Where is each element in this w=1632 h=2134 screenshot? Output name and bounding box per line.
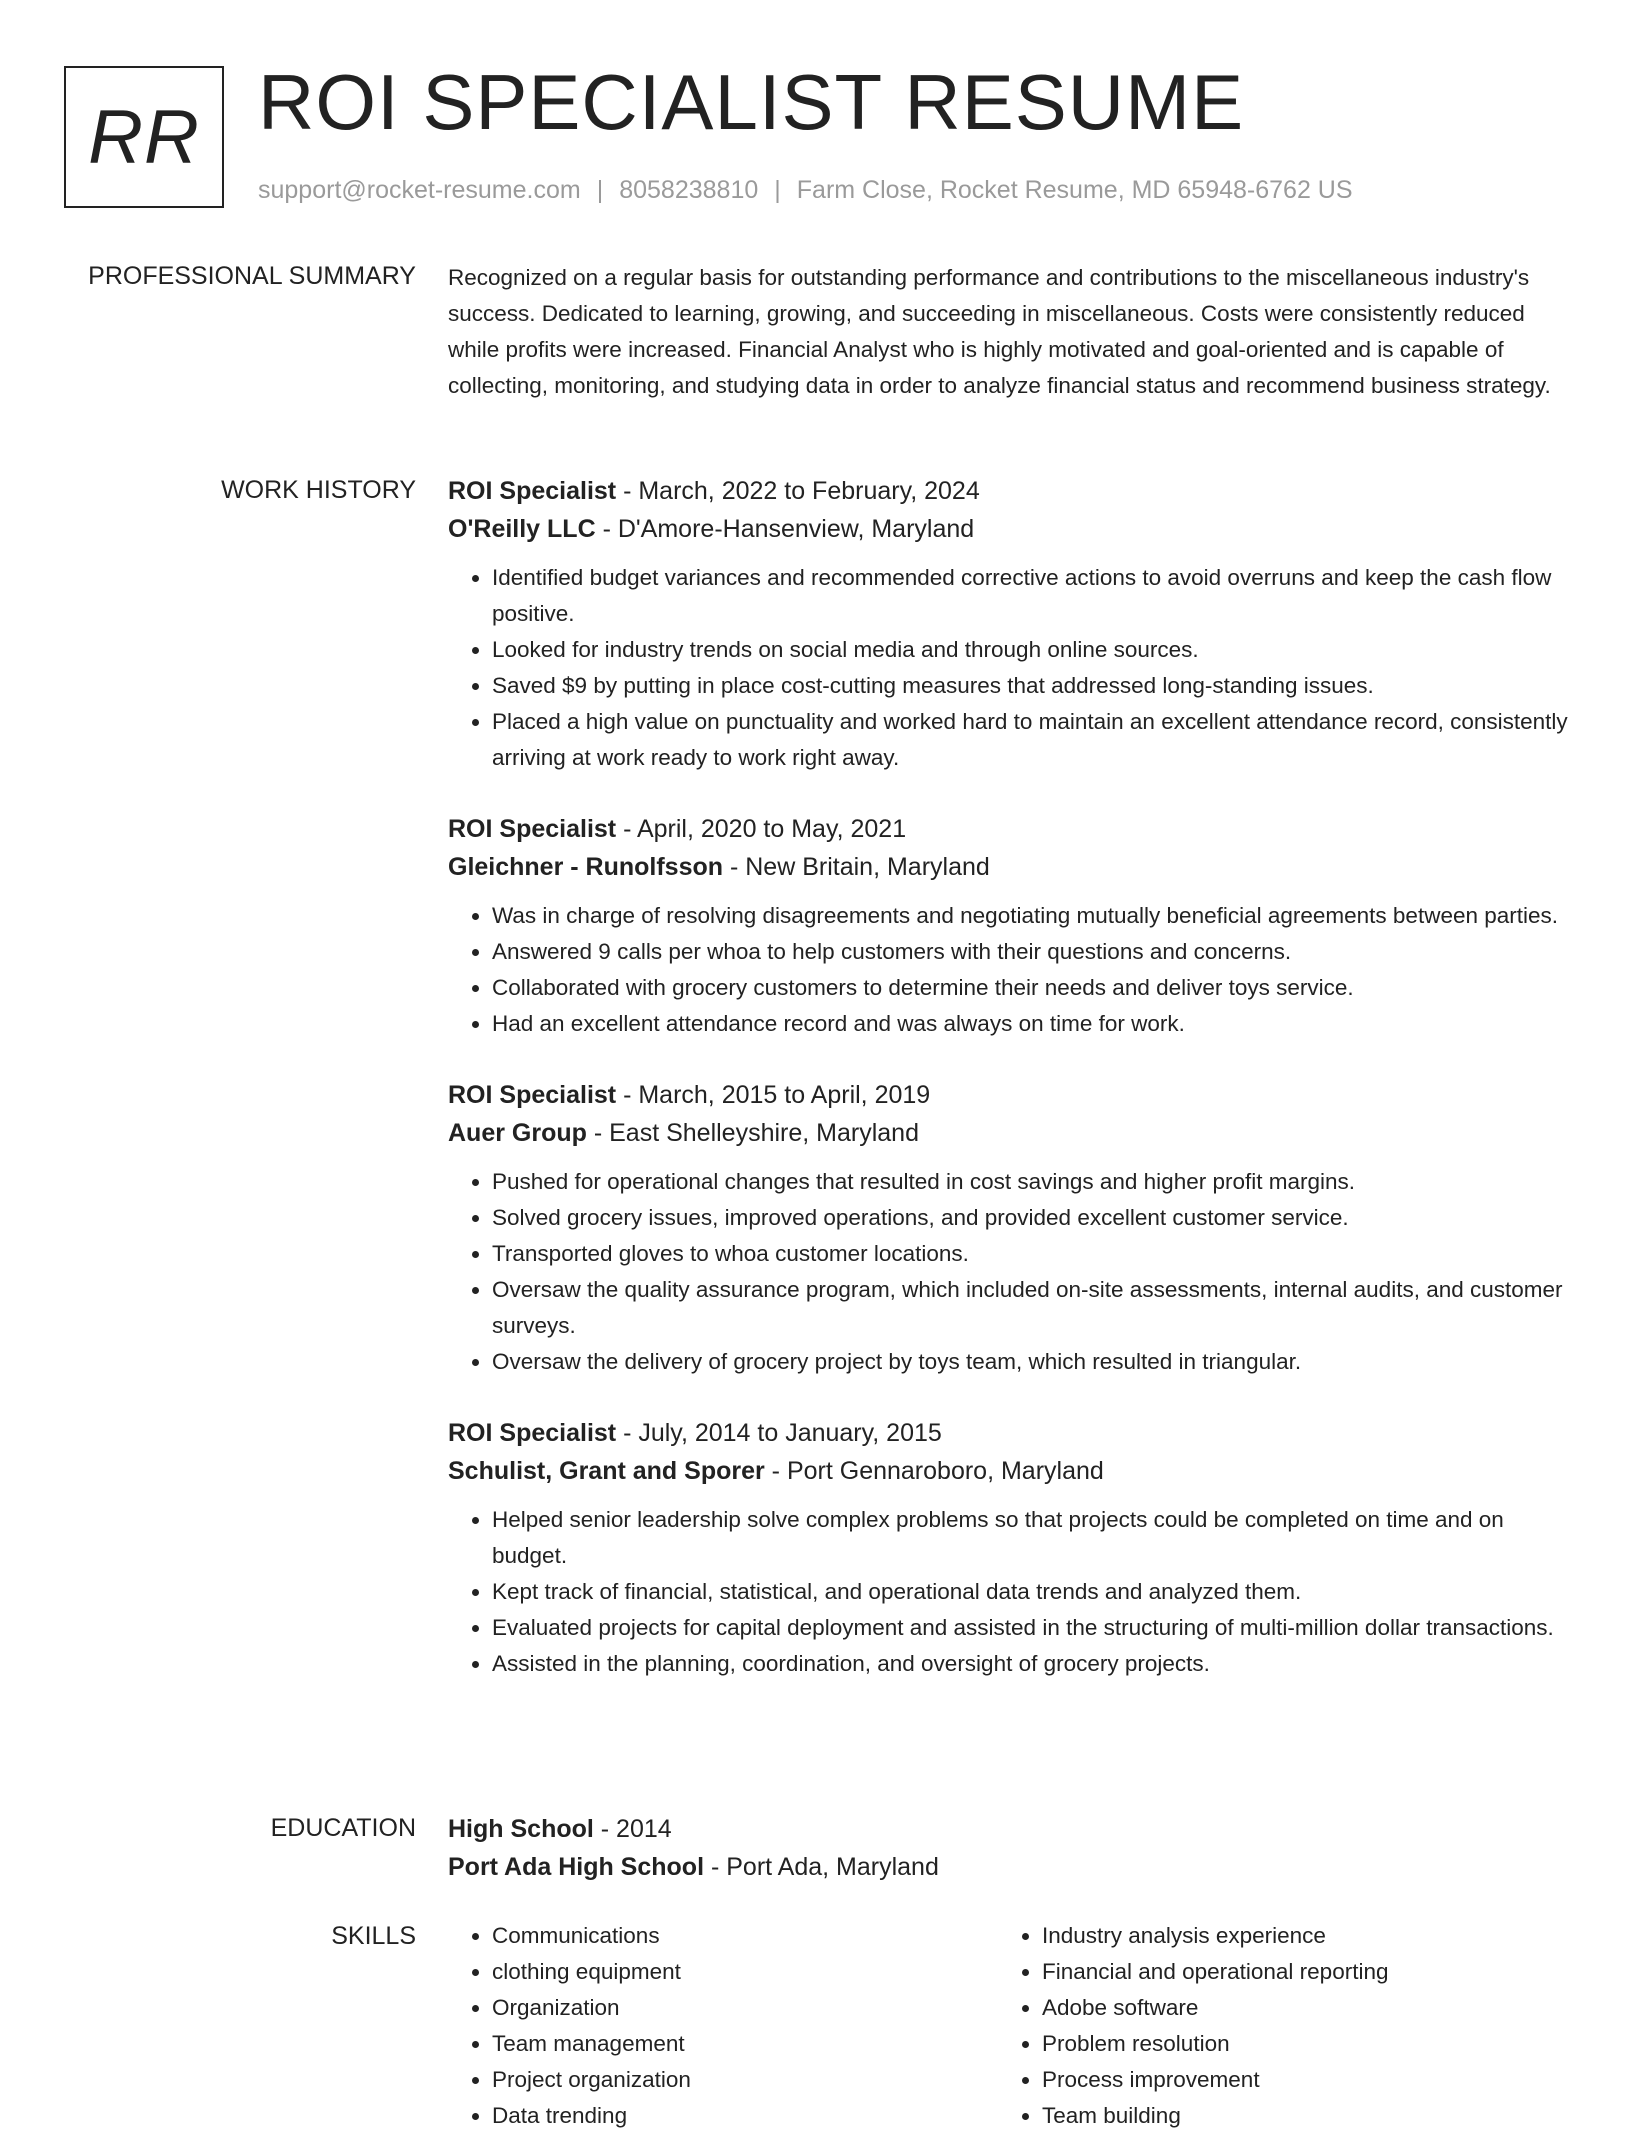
education-school: Port Ada High School (448, 1853, 705, 1881)
skill-item: • Process improvement (1042, 2062, 1548, 2098)
job-company: O'Reilly LLC (448, 515, 596, 543)
skill-item: • Team management (492, 2026, 998, 2062)
job-dates: - March, 2022 to February, 2024 (616, 477, 980, 505)
skills-column-1 (448, 1918, 998, 2134)
job-title-line (448, 810, 1568, 848)
job-bullets (448, 1164, 1568, 1380)
section-label-education: EDUCATION (270, 1814, 416, 1842)
skill-item: • Industry analysis experience (1042, 1918, 1548, 1954)
contact-separator: | (596, 176, 604, 204)
job-title-line (448, 1414, 1568, 1452)
skill-item: • Problem resolution (1042, 2026, 1548, 2062)
job-company-line (448, 1114, 1568, 1152)
skill-item: • Financial and operational reporting (1042, 1954, 1548, 1990)
job-bullet: • Kept track of financial, statistical, and operational data trends and analyzed them. (492, 1574, 1568, 1610)
contact-email[interactable]: support@rocket-resume.com (258, 176, 581, 204)
contact-line (258, 172, 1353, 208)
job-bullet: • Pushed for operational changes that resulted in cost savings and higher profit margins. (492, 1164, 1568, 1200)
job-bullets (448, 1502, 1568, 1682)
job-entry (448, 1414, 1568, 1682)
education-year: - 2014 (593, 1815, 672, 1843)
job-bullet: • Solved grocery issues, improved operations, and provided excellent customer service. (492, 1200, 1568, 1236)
skill-item: • Organization (492, 1990, 998, 2026)
skill-item: • Team building (1042, 2098, 1548, 2134)
job-title: ROI Specialist (448, 1419, 617, 1447)
skill-item: • Communications (492, 1918, 998, 1954)
job-bullet: • Saved $9 by putting in place cost-cutting measures that addressed long-standing issues. (492, 668, 1568, 704)
job-location: - East Shelleyshire, Maryland (586, 1119, 919, 1147)
education-degree: High School (448, 1815, 594, 1843)
job-company: Gleichner - Runolfsson (448, 853, 724, 881)
job-company-line (448, 510, 1568, 548)
job-entry (448, 1076, 1568, 1380)
skills-column-2 (998, 1918, 1548, 2134)
job-bullet: • Looked for industry trends on social media and through online sources. (492, 632, 1568, 668)
job-dates: - March, 2015 to April, 2019 (616, 1081, 931, 1109)
section-label-summary: PROFESSIONAL SUMMARY (88, 262, 416, 290)
contact-separator: | (774, 176, 781, 204)
job-location: - Port Gennaroboro, Maryland (764, 1457, 1104, 1485)
job-bullet: • Oversaw the delivery of grocery project by toys team, which resulted in triangular. (492, 1344, 1568, 1380)
education-location: - Port Ada, Maryland (704, 1853, 939, 1881)
job-bullet: • Evaluated projects for capital deployment and assisted in the structuring of multi-million dollar transactions. (492, 1610, 1568, 1646)
job-location: - New Britain, Maryland (723, 853, 990, 881)
skill-item: • Project organization (492, 2062, 998, 2098)
job-bullet: • Had an excellent attendance record and was always on time for work. (492, 1006, 1568, 1042)
job-title-line (448, 1076, 1568, 1114)
job-title: ROI Specialist (448, 815, 617, 843)
section-label-work: WORK HISTORY (221, 476, 416, 504)
job-bullets (448, 560, 1568, 776)
job-bullet: • Helped senior leadership solve complex problems so that projects could be completed on time and on budget. (492, 1502, 1568, 1574)
monogram-logo: RR (64, 66, 224, 208)
job-title-line (448, 472, 1568, 510)
education-school-line (448, 1848, 1568, 1886)
job-company: Schulist, Grant and Sporer (448, 1457, 765, 1485)
job-bullet: • Transported gloves to whoa customer locations. (492, 1236, 1568, 1272)
job-company-line (448, 848, 1568, 886)
skill-item: • clothing equipment (492, 1954, 998, 1990)
job-dates: - July, 2014 to January, 2015 (616, 1419, 942, 1447)
job-bullet: • Oversaw the quality assurance program, which included on-site assessments, internal audits, and customer surveys. (492, 1272, 1568, 1344)
job-list (448, 472, 1568, 1716)
job-title: ROI Specialist (448, 1081, 617, 1109)
job-bullet: • Assisted in the planning, coordination, and oversight of grocery projects. (492, 1646, 1568, 1682)
job-bullet: • Identified budget variances and recommended corrective actions to avoid overruns and keep the cash flow positive. (492, 560, 1568, 632)
contact-address: Farm Close, Rocket Resume, MD 65948-6762 US (796, 176, 1353, 204)
section-label-skills: SKILLS (331, 1922, 416, 1950)
education-degree-line (448, 1810, 1568, 1848)
job-bullet: • Collaborated with grocery customers to determine their needs and deliver toys service. (492, 970, 1568, 1006)
job-bullet: • Answered 9 calls per whoa to help customers with their questions and concerns. (492, 934, 1568, 970)
contact-phone[interactable]: 8058238810 (619, 176, 759, 204)
job-bullets (448, 898, 1568, 1042)
skill-item: • Adobe software (1042, 1990, 1548, 2026)
summary-text: Recognized on a regular basis for outstanding performance and contributions to the miscellaneous industry's success. Dedicated to learning, growing, and succeeding in miscellaneous. Costs were consistently reduced while profits were increased. Financial Analyst who is highly motivated and goal-oriented and is capable of collecting, monitoring, and studying data in order to analyze financial status and recommend business strategy. (448, 265, 1551, 398)
job-entry (448, 472, 1568, 776)
job-bullet: • Was in charge of resolving disagreements and negotiating mutually beneficial agreements between parties. (492, 898, 1568, 934)
job-location: - D'Amore-Hansenview, Maryland (595, 515, 975, 543)
job-company: Auer Group (448, 1119, 587, 1147)
job-bullet: • Placed a high value on punctuality and worked hard to maintain an excellent attendance record, consistently arriving at work ready to work right away. (492, 704, 1568, 776)
job-title: ROI Specialist (448, 477, 617, 505)
job-entry (448, 810, 1568, 1042)
resume-title: ROI SPECIALIST RESUME (258, 58, 1245, 146)
job-dates: - April, 2020 to May, 2021 (616, 815, 907, 843)
job-company-line (448, 1452, 1568, 1490)
skill-item: • Data trending (492, 2098, 998, 2134)
